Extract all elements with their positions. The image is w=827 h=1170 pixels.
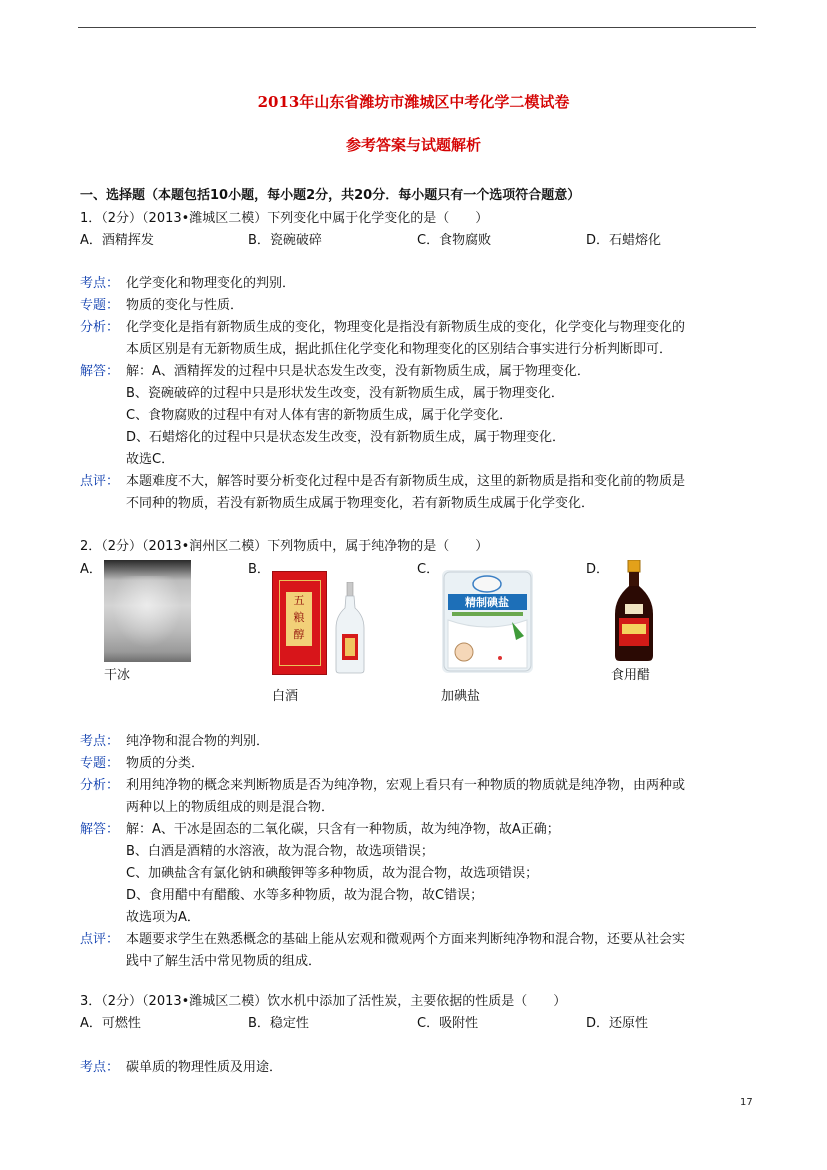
q1-jieda-line: B、瓷碗破碎的过程中只是形状发生改变，没有新物质生成，属于物理变化． [126, 386, 564, 401]
wine-label-char: 醇 [293, 628, 305, 641]
header-rule [78, 27, 756, 28]
salt-label-text: 精制碘盐 [465, 596, 509, 609]
q2-zhuanti-label: 专题： [80, 756, 120, 771]
q1-jieda-line: 故选C． [126, 452, 175, 467]
wine-label-char: 五 [293, 594, 305, 607]
q1-fenxi-line: 本质区别是有无新物质生成，据此抓住化学变化和物理变化的区别结合事实进行分析判断即可． [126, 342, 673, 357]
q1-option-a: A．酒精挥发 [80, 233, 154, 248]
q2-caption-b: 白酒 [272, 689, 299, 704]
q2-jieda-line: 故选项为A． [126, 910, 200, 925]
q2-fenxi-label: 分析： [80, 778, 120, 793]
q1-stem: 1．（2分）（2013•潍城区二模）下列变化中属于化学变化的是（ ） [80, 211, 489, 226]
q2-fenxi-line: 利用纯净物的概念来判断物质是否为纯净物，宏观上看只有一种物质的物质就是纯净物，由两种或 [126, 778, 686, 793]
q2-kaodian-label: 考点： [80, 734, 120, 749]
q2-fenxi-line: 两种以上的物质组成的则是混合物． [126, 800, 335, 815]
q2-option-b: B． [248, 562, 270, 577]
q1-kaodian-label: 考点： [80, 276, 120, 291]
q1-option-d: D．石蜡熔化 [586, 233, 662, 248]
section-heading: 一、选择题（本题包括10小题，每小题2分，共20分．每小题只有一个选项符合题意） [80, 188, 581, 203]
q2-dianping-line: 践中了解生活中常见物质的组成． [126, 954, 322, 969]
page-title: 2013年山东省潍坊市潍城区中考化学二模试卷 [257, 93, 570, 111]
q3-option-c: C．吸附性 [417, 1016, 479, 1031]
liquor-bottle-image [334, 582, 366, 674]
wine-label-char: 粮 [293, 611, 305, 624]
q3-option-a: A．可燃性 [80, 1016, 141, 1031]
q1-dianping-line: 不同种的物质，若没有新物质生成属于物理变化，若有新物质生成属于化学变化． [126, 496, 595, 511]
q2-option-c: C． [417, 562, 440, 577]
q2-dianping-line: 本题要求学生在熟悉概念的基础上能从宏观和微观两个方面来判断纯净物和混合物，还要从社会实 [126, 932, 686, 947]
q1-zhuanti-label: 专题： [80, 298, 120, 313]
q1-kaodian: 化学变化和物理变化的判别． [126, 276, 296, 291]
q1-dianping-label: 点评： [80, 474, 120, 489]
q1-dianping-line: 本题难度不大，解答时要分析变化过程中是否有新物质生成，这里的新物质是指和变化前的物质是 [126, 474, 686, 489]
q2-option-d: D． [586, 562, 610, 577]
q3-option-b: B．稳定性 [248, 1016, 309, 1031]
q2-jieda-line: D、食用醋中有醋酸、水等多种物质，故为混合物，故C错误； [126, 888, 484, 903]
q2-zhuanti: 物质的分类． [126, 756, 205, 771]
q2-caption-c: 加碘盐 [441, 689, 481, 704]
q1-jieda-line: 解：A、酒精挥发的过程中只是状态发生改变，没有新物质生成，属于物理变化． [126, 364, 590, 379]
dry-ice-image [104, 560, 191, 662]
page-subtitle: 参考答案与试题解析 [345, 136, 481, 154]
q3-kaodian: 碳单质的物理性质及用途． [126, 1060, 283, 1075]
q3-kaodian-label: 考点： [80, 1060, 120, 1075]
q2-stem: 2．（2分）（2013•润州区二模）下列物质中，属于纯净物的是（ ） [80, 539, 489, 554]
q3-option-d: D．还原性 [586, 1016, 649, 1031]
q1-fenxi-label: 分析： [80, 320, 120, 335]
q2-jieda-label: 解答： [80, 822, 120, 837]
q2-jieda-line: B、白酒是酒精的水溶液，故为混合物，故选项错误； [126, 844, 434, 859]
q2-kaodian: 纯净物和混合物的判别． [126, 734, 270, 749]
q2-option-a: A． [80, 562, 102, 577]
q2-caption-a: 干冰 [104, 668, 131, 683]
q1-jieda-label: 解答： [80, 364, 120, 379]
q2-dianping-label: 点评： [80, 932, 120, 947]
q2-jieda-line: 解：A、干冰是固态的二氧化碳，只含有一种物质，故为纯净物，故A正确； [126, 822, 560, 837]
q1-jieda-line: D、石蜡熔化的过程中只是状态发生改变，没有新物质生成，属于物理变化． [126, 430, 566, 445]
vinegar-bottle-image [611, 560, 657, 662]
q1-jieda-line: C、食物腐败的过程中有对人体有害的新物质生成，属于化学变化． [126, 408, 513, 423]
q1-fenxi-line: 化学变化是指有新物质生成的变化，物理变化是指没有新物质生成的变化，化学变化与物理变化的 [126, 320, 686, 335]
q1-option-b: B．瓷碗破碎 [248, 233, 322, 248]
q3-stem: 3．（2分）（2013•潍城区二模）饮水机中添加了活性炭，主要依据的性质是（ ） [80, 994, 567, 1009]
q1-option-c: C．食物腐败 [417, 233, 492, 248]
iodized-salt-image [442, 570, 533, 673]
q2-jieda-line: C、加碘盐含有氯化钠和碘酸钾等多种物质，故为混合物，故选项错误； [126, 866, 539, 881]
liquor-box-image [272, 571, 327, 675]
q1-zhuanti: 物质的变化与性质． [126, 298, 244, 313]
page-number: 17 [740, 1097, 753, 1108]
q2-caption-d: 食用醋 [611, 668, 651, 683]
